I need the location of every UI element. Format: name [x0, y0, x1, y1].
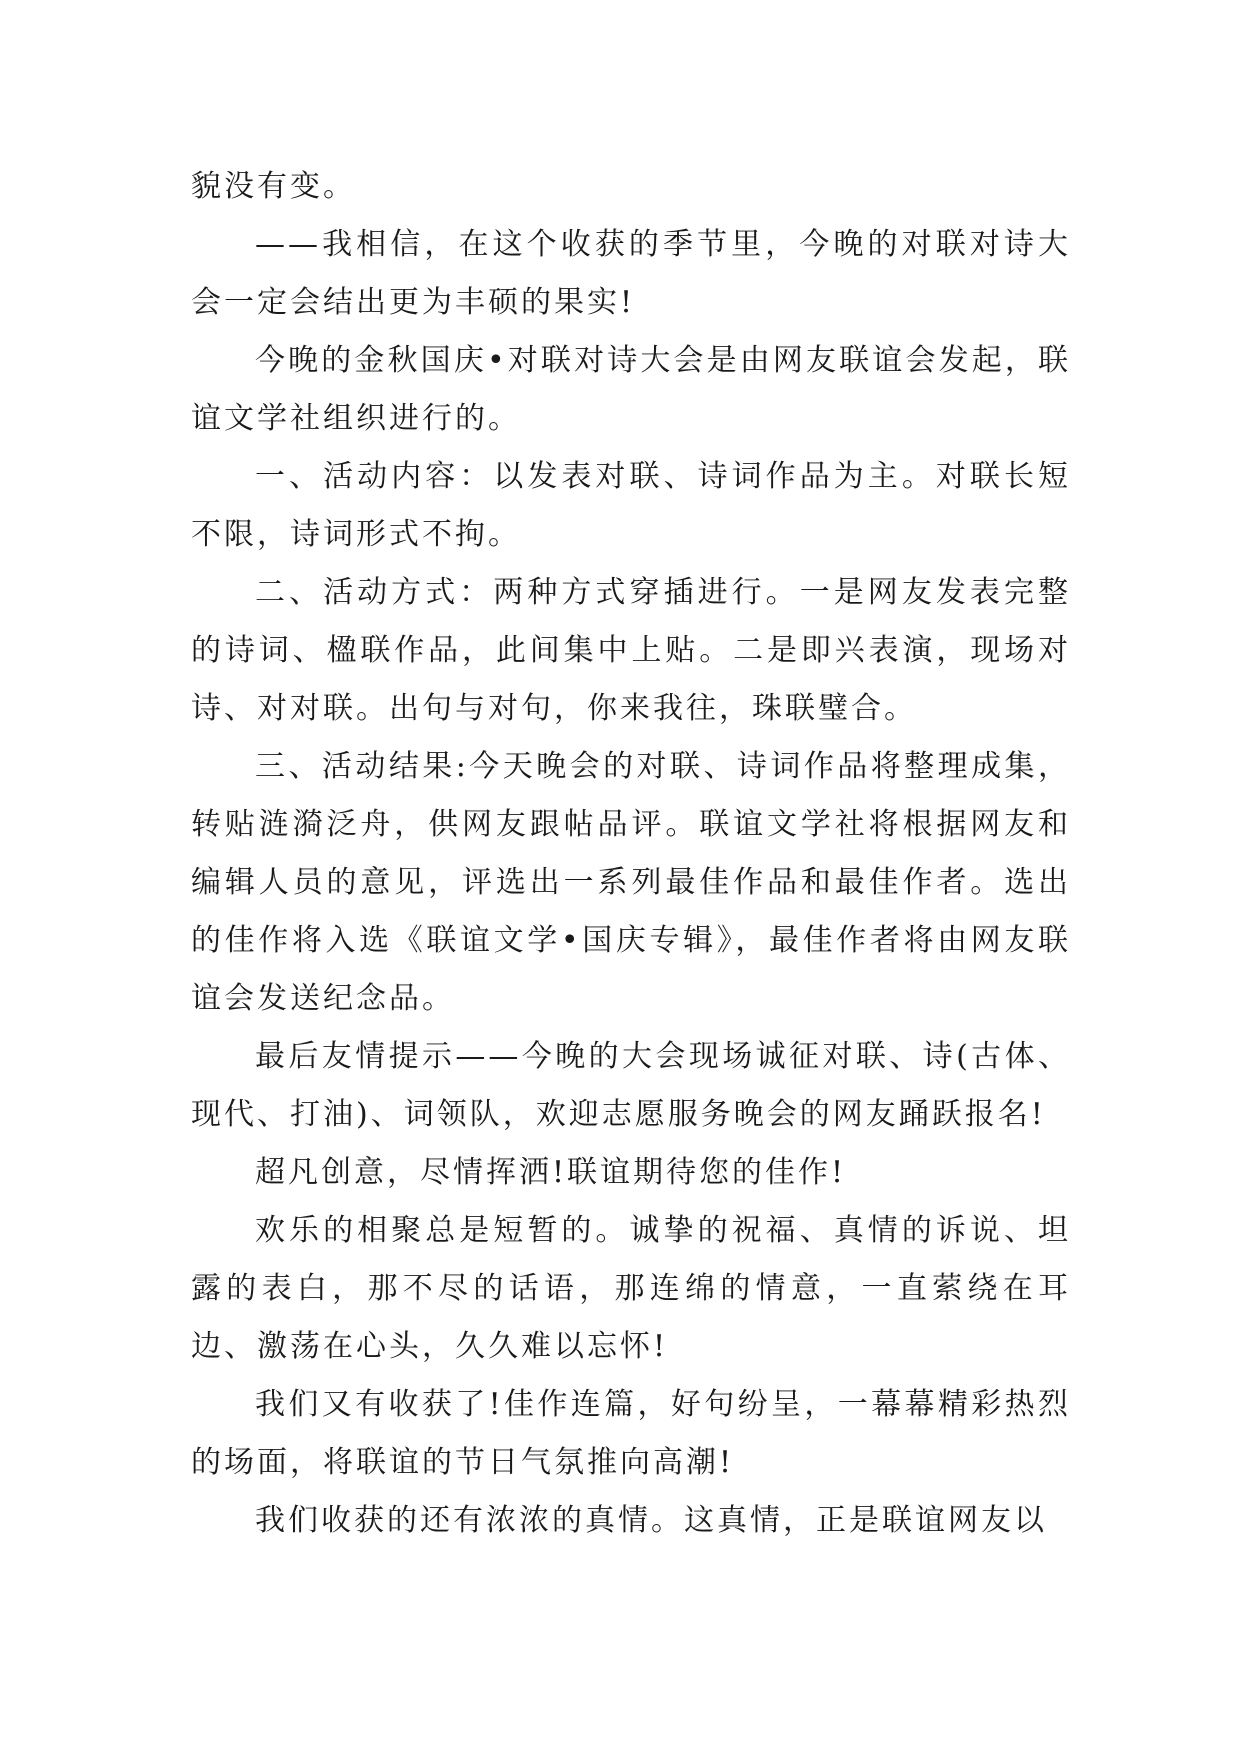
paragraph: 欢乐的相聚总是短暂的。诚挚的祝福、真情的诉说、坦露的表白，那不尽的话语，那连绵的情意，一直萦绕在耳边、激荡在心头，久久难以忘怀! [191, 1213, 1071, 1364]
paragraph-activity-content: 一、活动内容：以发表对联、诗词作品为主。对联长短不限，诗词形式不拘。 [191, 459, 1071, 552]
paragraph: 我们又有收获了!佳作连篇，好句纷呈，一幕幕精彩热烈的场面，将联谊的节日气氛推向高潮! [191, 1387, 1071, 1480]
paragraph: 我们收获的还有浓浓的真情。这真情，正是联谊网友以 [255, 1503, 1047, 1538]
paragraph-continuation: 貌没有变。 [191, 169, 356, 204]
paragraph: ——我相信，在这个收获的季节里，今晚的对联对诗大会一定会结出更为丰硕的果实! [191, 227, 1071, 320]
paragraph: 超凡创意，尽情挥洒!联谊期待您的佳作! [255, 1155, 847, 1190]
paragraph-activity-result: 三、活动结果:今天晚会的对联、诗词作品将整理成集，转贴涟漪泛舟，供网友跟帖品评。联谊文学社将根据网友和编辑人员的意见，评选出一系列最佳作品和最佳作者。选出的佳作将入选《联谊文学•国庆专辑》，最佳作者将由网友联谊会发送纪念品。 [191, 749, 1071, 1016]
paragraph: 今晚的金秋国庆•对联对诗大会是由网友联谊会发起，联谊文学社组织进行的。 [191, 343, 1071, 436]
paragraph: 最后友情提示——今晚的大会现场诚征对联、诗(古体、现代、打油)、词领队，欢迎志愿服务晚会的网友踊跃报名! [191, 1039, 1071, 1132]
document-body [191, 158, 1071, 1550]
paragraph-activity-method: 二、活动方式：两种方式穿插进行。一是网友发表完整的诗词、楹联作品，此间集中上贴。二是即兴表演，现场对诗、对对联。出句与对句，你来我往，珠联璧合。 [191, 575, 1071, 726]
